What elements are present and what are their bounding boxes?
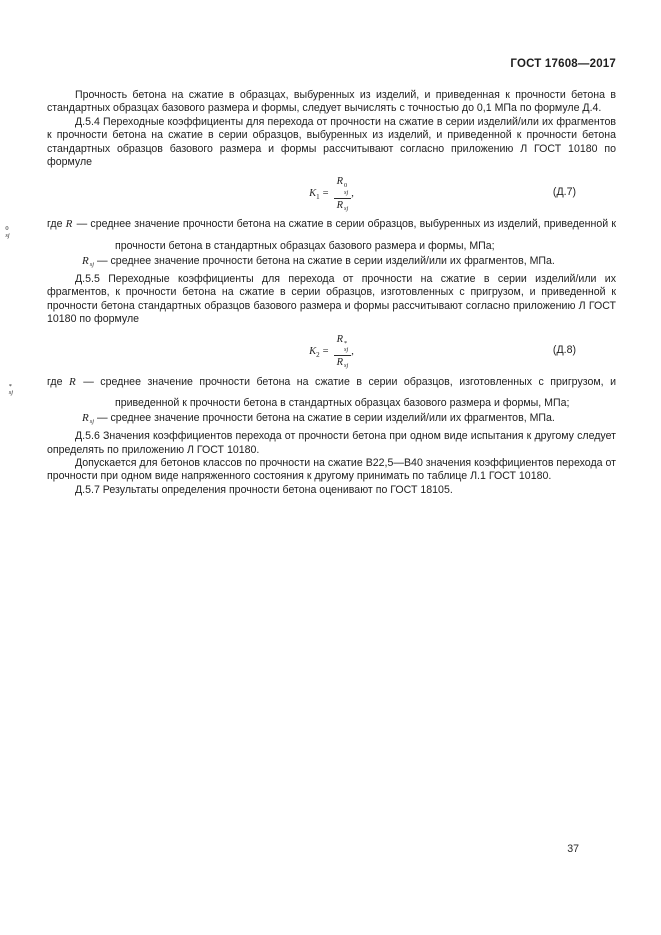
- formula-lhs-symbol: K: [309, 188, 317, 200]
- where-term-text: среднее значение прочности бетона на сжатие в серии образцов, выбуренных из изделий, приведенной к прочности бетона в стандартных образцах базового размера и формы, МПа;: [90, 218, 617, 252]
- paragraph-d56: Д.5.6 Значения коэффициентов перехода от прочности бетона при одном виде испытания к другому следует определять по приложению Л ГОСТ 10180.: [47, 430, 616, 456]
- paragraph-d54: Д.5.4 Переходные коэффициенты для перехода от прочности на сжатие в серии изделий/или их фрагментов к прочности бетона на сжатие в серии образцов, выбуренных из изделий, и приведенной к прочности бетона стандартных образцов базового размера и формы рассчитывают согласно приложению Л ГОСТ 10180 по формуле: [47, 115, 616, 169]
- paragraph-d55: Д.5.5 Переходные коэффициенты для перехода от прочности на сжатие в серии изделий/или их фрагментов, к прочности бетона на сжатие в серии образцов, изготовленных с пригрузом, и приведенной к прочности бетона стандартных образцов базового размера и формы рассчитывают согласно приложению Л ГОСТ 10180 по формуле: [47, 273, 616, 326]
- formula-lhs-subscript: 2: [316, 350, 320, 359]
- dash: —: [76, 218, 88, 231]
- formula-d7: [47, 174, 616, 211]
- page-number: 37: [567, 843, 579, 855]
- fraction: [334, 176, 352, 211]
- paragraph-dopuskaetsya: Допускается для бетонов классов по прочности на сжатие В22,5—В40 значения коэффициентов перехода от прочности при одном виде напряженного состояния к другому принимать по таблице Л.1 ГОСТ 10180.: [47, 457, 616, 483]
- page-content: [5, 58, 617, 497]
- dash: —: [96, 412, 108, 425]
- numerator-sup-sub: * sj: [343, 339, 349, 354]
- symbol-r-supstar-sj: R * sj: [8, 375, 76, 397]
- where-term-2: [47, 255, 616, 271]
- equals-sign: =: [322, 188, 329, 200]
- formula-d8-row: [47, 332, 616, 372]
- where-block-d8: [8, 375, 617, 429]
- fraction-denominator: Rsj: [336, 356, 349, 369]
- symbol-r-sup0-sj: R 0 sj: [5, 218, 73, 240]
- formula-d7-row: [47, 174, 616, 214]
- where-block-d7: [5, 218, 617, 271]
- denominator-symbol: R: [336, 199, 343, 211]
- formula-comma: ,: [351, 188, 354, 200]
- where-term-1: [8, 375, 617, 410]
- dash: —: [96, 254, 108, 267]
- paragraph-d57: Д.5.7 Результаты определения прочности бетона оценивают по ГОСТ 18105.: [75, 483, 453, 496]
- fraction-numerator: [334, 176, 352, 198]
- numerator-sup-sub: 0 sj: [343, 182, 349, 197]
- formula-lhs-symbol: K: [309, 345, 317, 357]
- paragraph-intro: Прочность бетона на сжатие в образцах, выбуренных из изделий, и приведенная к прочности бетона в стандартных образцах базового размера и формы, следует вычислять с точностью до 0,1 МПа по формуле Д.4.: [47, 89, 616, 115]
- formula-lhs-subscript: 1: [316, 193, 320, 202]
- where-lead: где: [47, 218, 63, 231]
- denominator-symbol: R: [336, 356, 343, 368]
- where-term-text: среднее значение прочности бетона на сжатие в серии изделий/или их фрагментов, МПа.: [110, 254, 555, 267]
- where-term-text: среднее значение прочности бетона на сжатие в серии изделий/или их фрагментов, МПа.: [110, 412, 555, 425]
- where-term-2: [47, 412, 616, 428]
- fraction-numerator: [334, 334, 352, 356]
- where-term-text: среднее значение прочности бетона на сжатие в серии образцов, изготовленных с пригрузом, и приведенной к прочности бетона в стандартных образцах базового размера и формы, МПа;: [100, 375, 617, 409]
- symbol-r-sj: Rsj: [82, 254, 94, 268]
- formula-comma: ,: [351, 345, 354, 357]
- where-lead: где: [47, 375, 63, 388]
- symbol-r-sj: Rsj: [82, 412, 94, 426]
- formula-number-d7: (Д.7): [552, 186, 576, 199]
- where-term-1: [5, 218, 617, 252]
- numerator-symbol: R: [336, 333, 343, 345]
- dash: —: [83, 375, 94, 388]
- formula-number-d8: (Д.8): [552, 343, 576, 356]
- numerator-symbol: R: [336, 176, 343, 188]
- fraction: [334, 334, 352, 369]
- fraction-denominator: Rsj: [336, 199, 349, 212]
- formula-d8: [47, 332, 616, 369]
- equals-sign: =: [322, 345, 329, 357]
- document-title-header: ГОСТ 17608—2017: [510, 58, 616, 70]
